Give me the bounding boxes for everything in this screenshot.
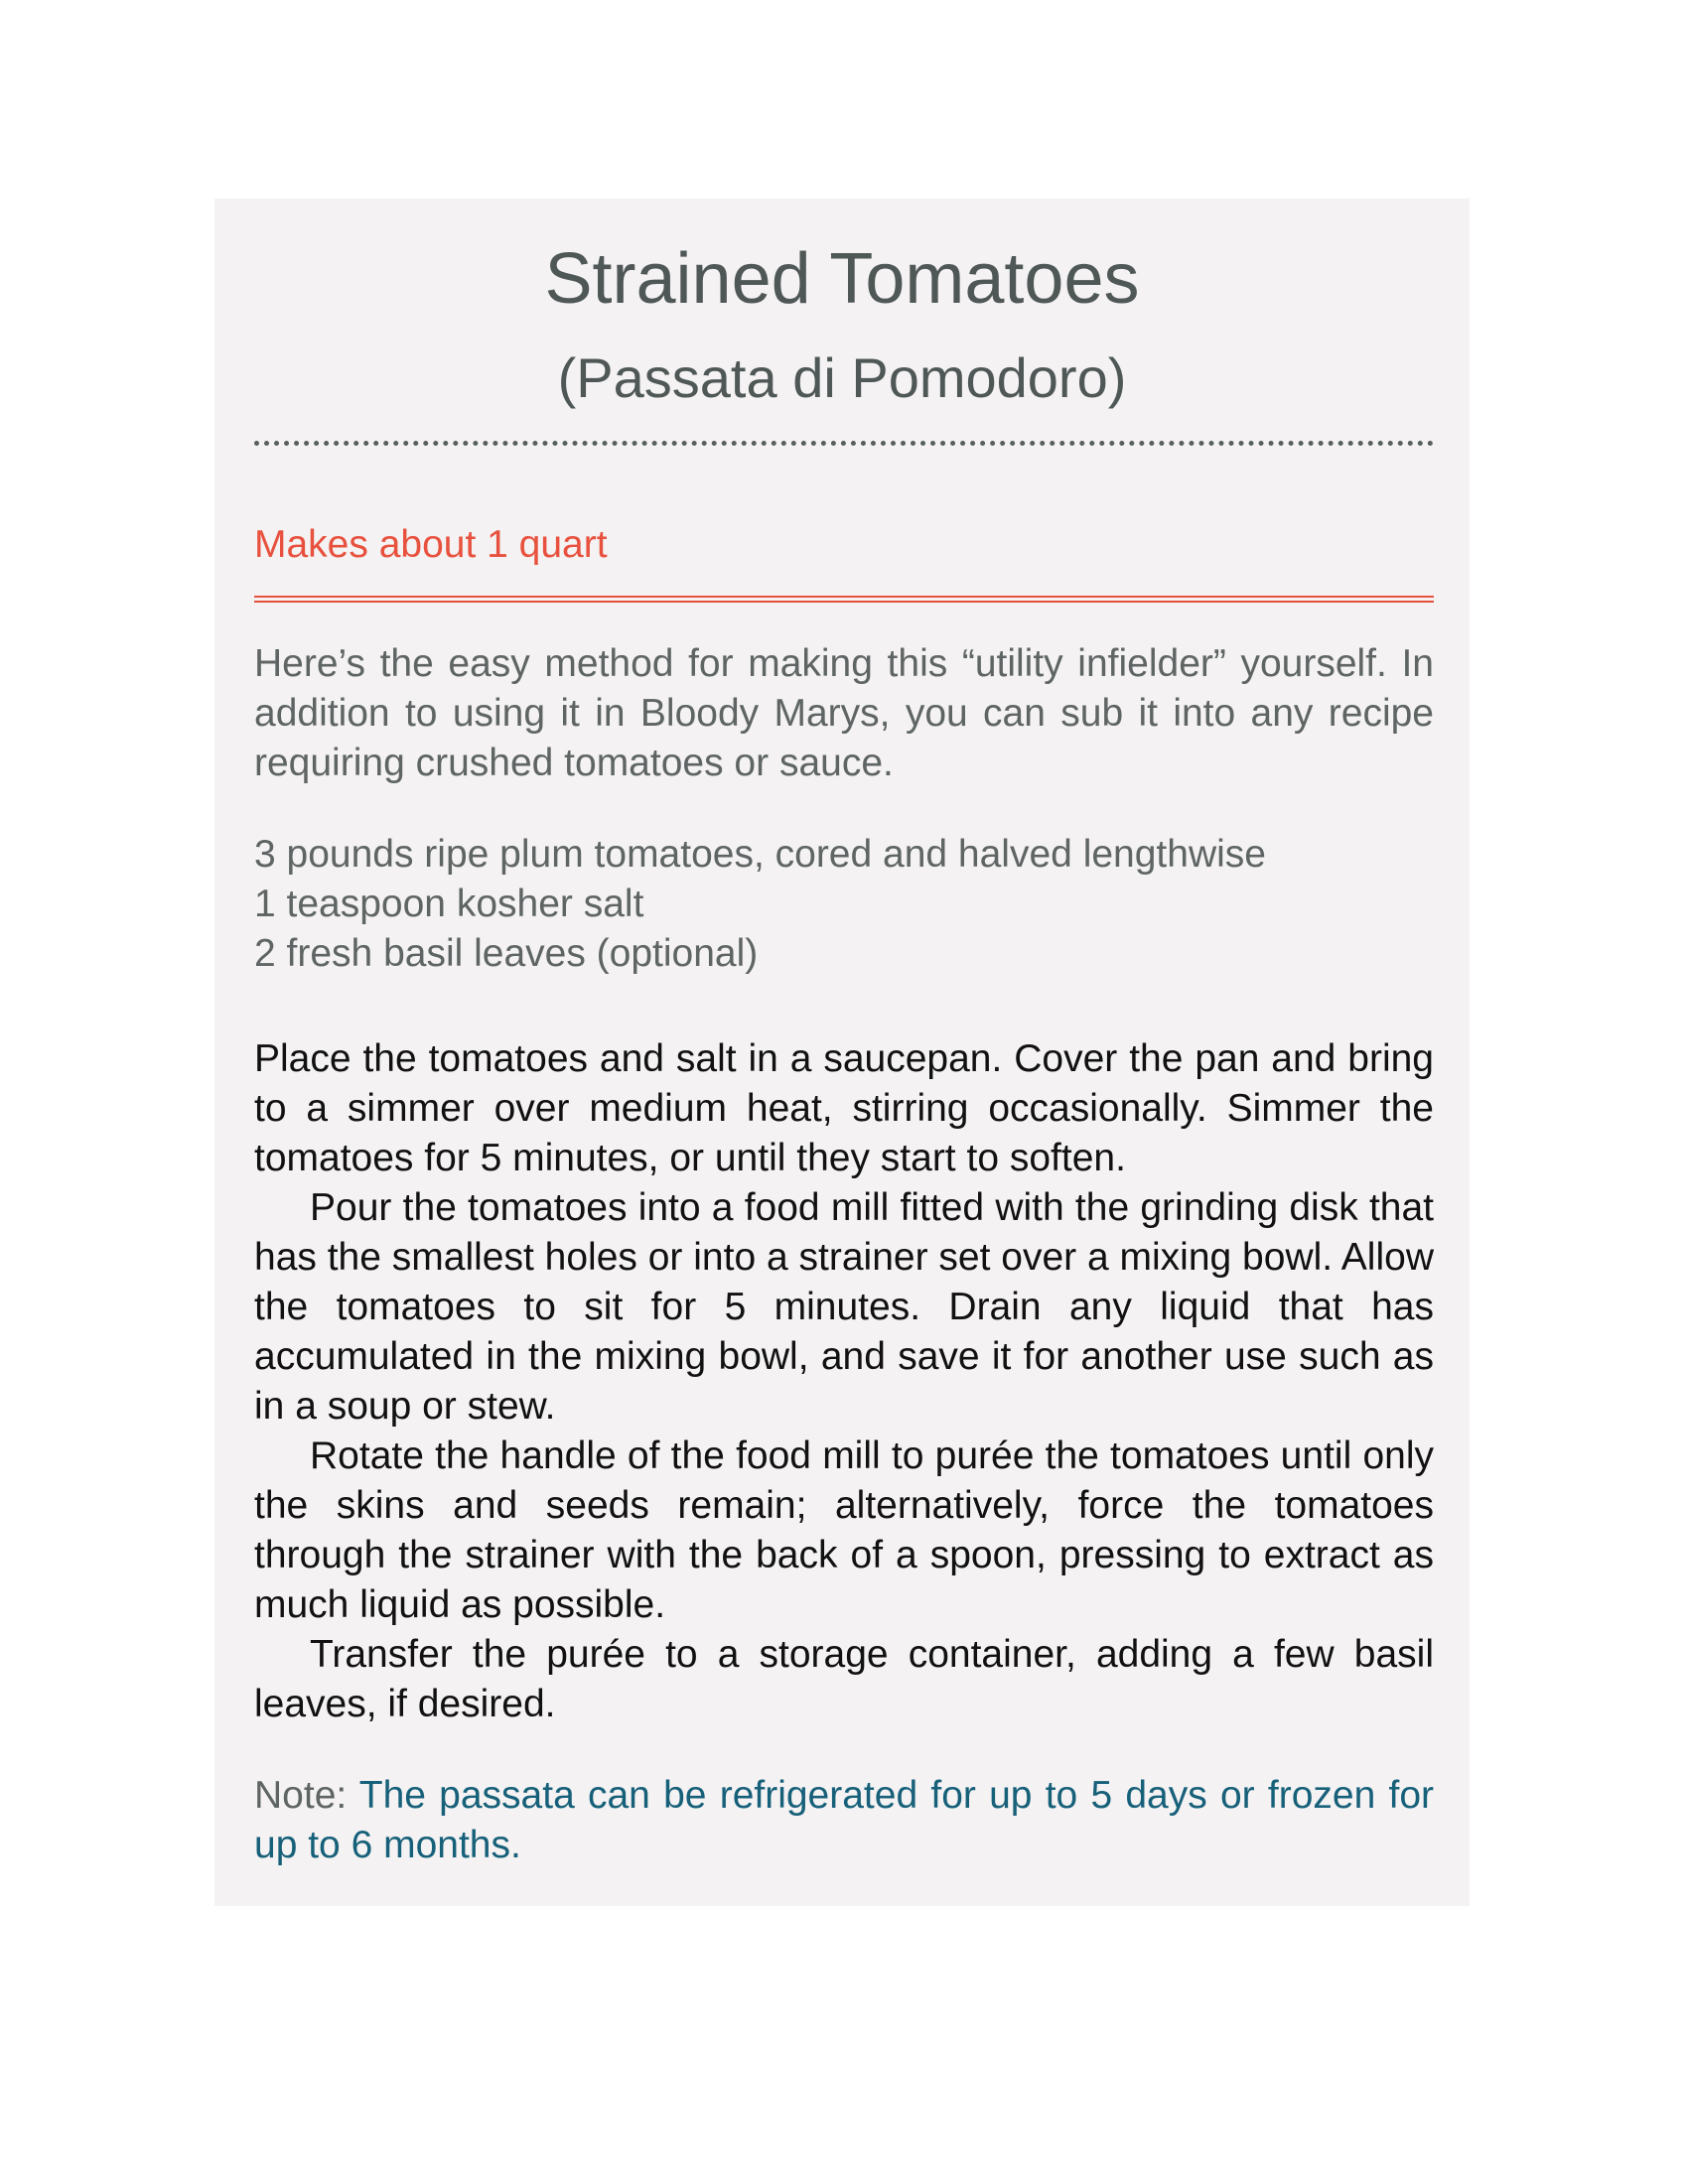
dotted-divider [254, 441, 1434, 446]
method-step: Place the tomatoes and salt in a saucepan. Cover the pan and bring to a simmer over medium heat, stirring occasionally. Simmer the tomatoes for 5 minutes, or until they start to soften. [254, 1037, 1434, 1179]
ingredient-item: 2 fresh basil leaves (optional) [254, 932, 759, 975]
recipe-yield: Makes about 1 quart [254, 523, 608, 566]
note-label: Note: [254, 1774, 359, 1817]
recipe-title: Strained Tomatoes [544, 239, 1140, 319]
recipe-card [214, 199, 1470, 1906]
method-step: Transfer the purée to a storage container, adding a few basil leaves, if desired. [254, 1633, 1434, 1725]
method-section [254, 1034, 1434, 1729]
method-step: Pour the tomatoes into a food mill fitted with the grinding disk that has the smallest holes or into a strainer set over a mixing bowl. Allow the tomatoes to sit for 5 minutes. Drain any liquid that has accumulated in the mixing bowl, and save it for another use such as in a soup or stew. [254, 1186, 1434, 1428]
recipe-subtitle: (Passata di Pomodoro) [557, 346, 1127, 409]
double-line-divider [254, 596, 1434, 603]
ingredient-item: 1 teaspoon kosher salt [254, 883, 644, 925]
recipe-note [254, 1771, 1434, 1870]
ingredient-list [254, 830, 1434, 979]
note-text: The passata can be refrigerated for up to 5 days or frozen for up to 6 months. [254, 1774, 1434, 1866]
method-step: Rotate the handle of the food mill to purée the tomatoes until only the skins and seeds remain; alternatively, force the tomatoes through the strainer with the back of a spoon, pressing to extract as much liquid as possible. [254, 1434, 1434, 1626]
recipe-intro: Here’s the easy method for making this “utility infielder” yourself. In addition to using it in Bloody Marys, you can sub it into any recipe requiring crushed tomatoes or sauce. [254, 642, 1434, 784]
ingredient-item: 3 pounds ripe plum tomatoes, cored and halved lengthwise [254, 833, 1266, 876]
